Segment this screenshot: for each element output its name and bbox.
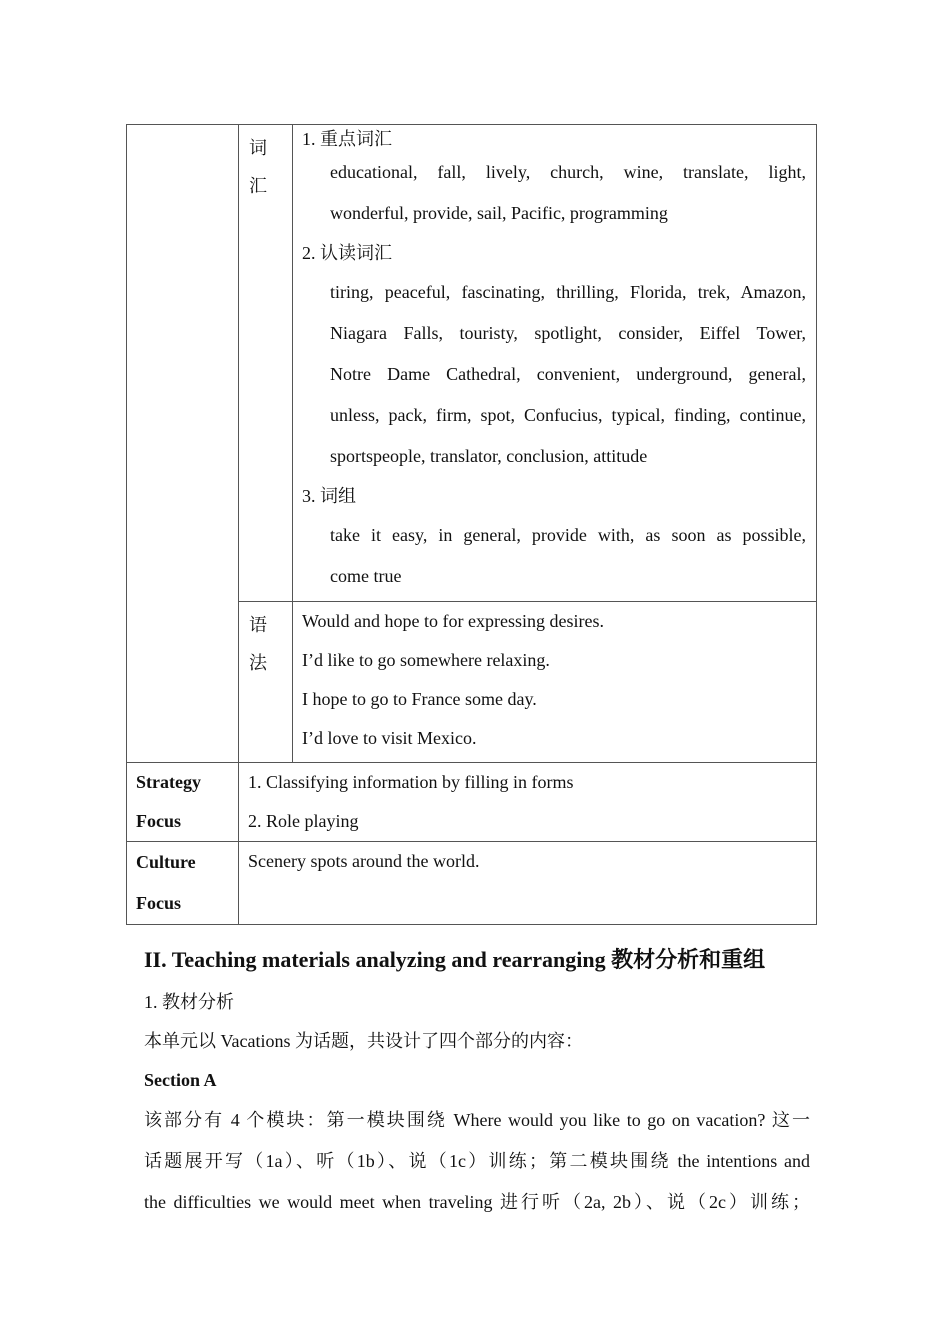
vocab-content-cell bbox=[293, 125, 817, 602]
vocab-line: educational, fall, lively, church, wine, translate, light, bbox=[330, 162, 806, 182]
culture-line: Scenery spots around the world. bbox=[248, 851, 480, 871]
intro-paragraph: 本单元以 Vacations 为话题，共设计了四个部分的内容： bbox=[144, 1031, 583, 1051]
vocab-line: take it easy, in general, provide with, as soon as possible, bbox=[330, 525, 806, 545]
grammar-line: I’d love to visit Mexico. bbox=[302, 728, 477, 748]
vocab-line: sportspeople, translator, conclusion, attitude bbox=[330, 446, 648, 466]
strategy-label-line: Strategy bbox=[136, 772, 201, 792]
paragraph-line: 话题展开写（1a）、听（1b）、说（1c）训练；第二模块围绕 the intentions and bbox=[144, 1151, 810, 1171]
grammar-line: Would and hope to for expressing desires. bbox=[302, 611, 604, 631]
paragraph-line: the difficulties we would meet when traveling 进行听（2a, 2b）、说（2c）训练； bbox=[144, 1192, 810, 1212]
grammar-label-char: 法 bbox=[249, 653, 267, 673]
vocab-label-char: 词 bbox=[249, 138, 267, 158]
vocab-label-char: 汇 bbox=[249, 176, 267, 196]
vocab-line: Notre Dame Cathedral, convenient, underground, general, bbox=[330, 364, 806, 384]
strategy-label-line: Focus bbox=[136, 811, 181, 831]
strategy-content-cell bbox=[239, 763, 817, 842]
strategy-line: 1. Classifying information by filling in forms bbox=[248, 772, 574, 792]
vocab-line: Niagara Falls, touristy, spotlight, consider, Eiffel Tower, bbox=[330, 323, 806, 343]
empty-merged-cell bbox=[127, 125, 239, 763]
section-body bbox=[144, 983, 810, 1223]
strategy-label-cell bbox=[127, 763, 239, 842]
lesson-plan-table bbox=[126, 124, 817, 925]
culture-label-line: Culture bbox=[136, 852, 196, 872]
section-a-heading: Section A bbox=[144, 1070, 217, 1090]
key-vocab-heading: 1. 重点词汇 bbox=[302, 129, 392, 149]
culture-row bbox=[127, 842, 817, 925]
grammar-label-char: 语 bbox=[249, 615, 267, 635]
vocab-line: come true bbox=[330, 566, 402, 586]
culture-content-cell bbox=[239, 842, 817, 925]
grammar-label-cell bbox=[239, 602, 293, 763]
paragraph-line: 该部分有 4 个模块：第一模块围绕 Where would you like to go on vacation? 这一 bbox=[144, 1110, 810, 1130]
reading-vocab-heading: 2. 认读词汇 bbox=[302, 243, 392, 263]
strategy-line: 2. Role playing bbox=[248, 811, 359, 831]
grammar-line: I hope to go to France some day. bbox=[302, 689, 537, 709]
strategy-row bbox=[127, 763, 817, 842]
culture-label-line: Focus bbox=[136, 893, 181, 913]
vocab-line: tiring, peaceful, fascinating, thrilling, Florida, trek, Amazon, bbox=[330, 282, 806, 302]
vocab-row bbox=[127, 125, 817, 602]
section-heading: II. Teaching materials analyzing and rearranging 教材分析和重组 bbox=[144, 947, 766, 972]
grammar-line: I’d like to go somewhere relaxing. bbox=[302, 650, 550, 670]
phrases-heading: 3. 词组 bbox=[302, 486, 356, 506]
grammar-content-cell bbox=[293, 602, 817, 763]
vocab-label-cell bbox=[239, 125, 293, 602]
vocab-line: unless, pack, firm, spot, Confucius, typical, finding, continue, bbox=[330, 405, 806, 425]
subheading: 1. 教材分析 bbox=[144, 992, 234, 1012]
vocab-line: wonderful, provide, sail, Pacific, programming bbox=[330, 203, 668, 223]
culture-label-cell bbox=[127, 842, 239, 925]
